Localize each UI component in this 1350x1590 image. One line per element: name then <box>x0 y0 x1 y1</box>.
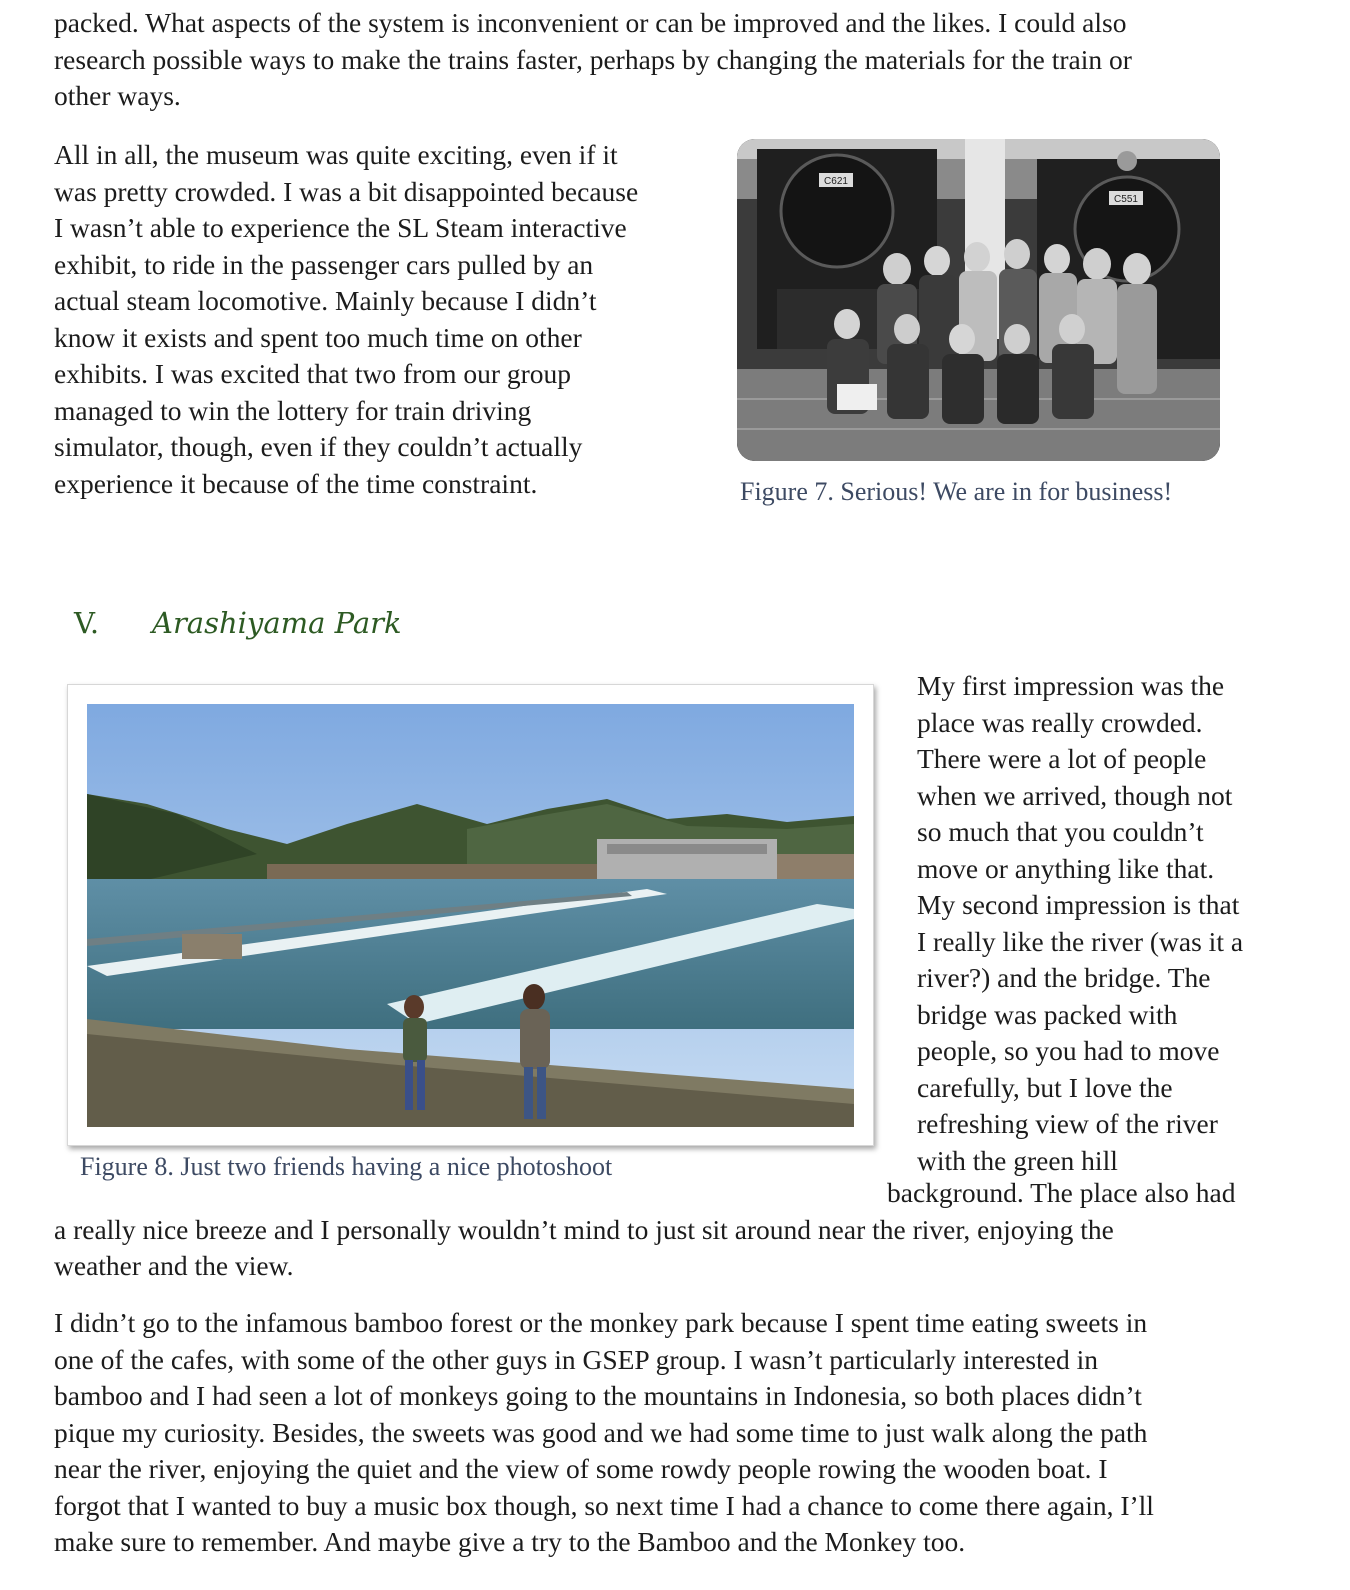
paragraph-arashiyama-impressions: My first impression was the place was really crowded. There were a lot of people when we arrived, though not so much that you couldn’t move or anything like that. My second impression is that I really like the river (was it a river?) and the bridge. The bridge was packed with people, so you had to move carefully, but I love the refreshing view of the river with the green hill <box>917 670 1244 1176</box>
section-number: V. <box>74 606 100 640</box>
paragraph-arashiyama-continued <box>54 1175 1314 1285</box>
figure-7-group-photo <box>737 139 1220 461</box>
figure-8-frame <box>67 684 874 1146</box>
figure-8-caption: Figure 8. Just two friends having a nice photoshoot <box>80 1152 613 1181</box>
paragraph-continued-rest: a really nice breeze and I personally wouldn’t mind to just sit around near the river, enjoying the weather and the view. <box>54 1213 1114 1281</box>
locomotive-plate-right: C551 <box>1114 194 1138 205</box>
locomotive-plate-left: C621 <box>824 176 848 187</box>
paragraph-continued-first-line: background. The place also had <box>887 1177 1236 1208</box>
paragraph-intro: packed. What aspects of the system is inconvenient or can be improved and the likes. I could also research possible ways to make the trains faster, perhaps by changing the materials for the train or other ways. <box>54 7 1132 111</box>
paragraph-bamboo-monkey: I didn’t go to the infamous bamboo forest or the monkey park because I spent time eating sweets in one of the cafes, with some of the other guys in GSEP group. I wasn’t particularly interested in bamboo and I had seen a lot of monkeys going to the mountains in Indonesia, so both places didn’t pique my curiosity. Besides, the sweets was good and we had some time to just walk along the path near the river, enjoying the quiet and the view of some rowdy people rowing the wooden boat. I forgot that I wanted to buy a music box though, so next time I had a chance to come there again, I’ll make sure to remember. And maybe give a try to the Bamboo and the Monkey too. <box>54 1307 1154 1557</box>
figure-7-caption: Figure 7. Serious! We are in for business! <box>740 477 1173 506</box>
paragraph-museum-summary: All in all, the museum was quite exciting, even if it was pretty crowded. I was a bit disappointed because I wasn’t able to experience the SL Steam interactive exhibit, to ride in the passenger cars pulled by an actual steam locomotive. Mainly because I didn’t know it exists and spent too much time on other exhibits. I was excited that two from our group managed to win the lottery for train driving simulator, though, even if they couldn’t actually experience it because of the time constraint. <box>54 139 639 499</box>
section-title: Arashiyama Park <box>152 606 402 640</box>
figure-8-river-photo <box>87 704 854 1127</box>
